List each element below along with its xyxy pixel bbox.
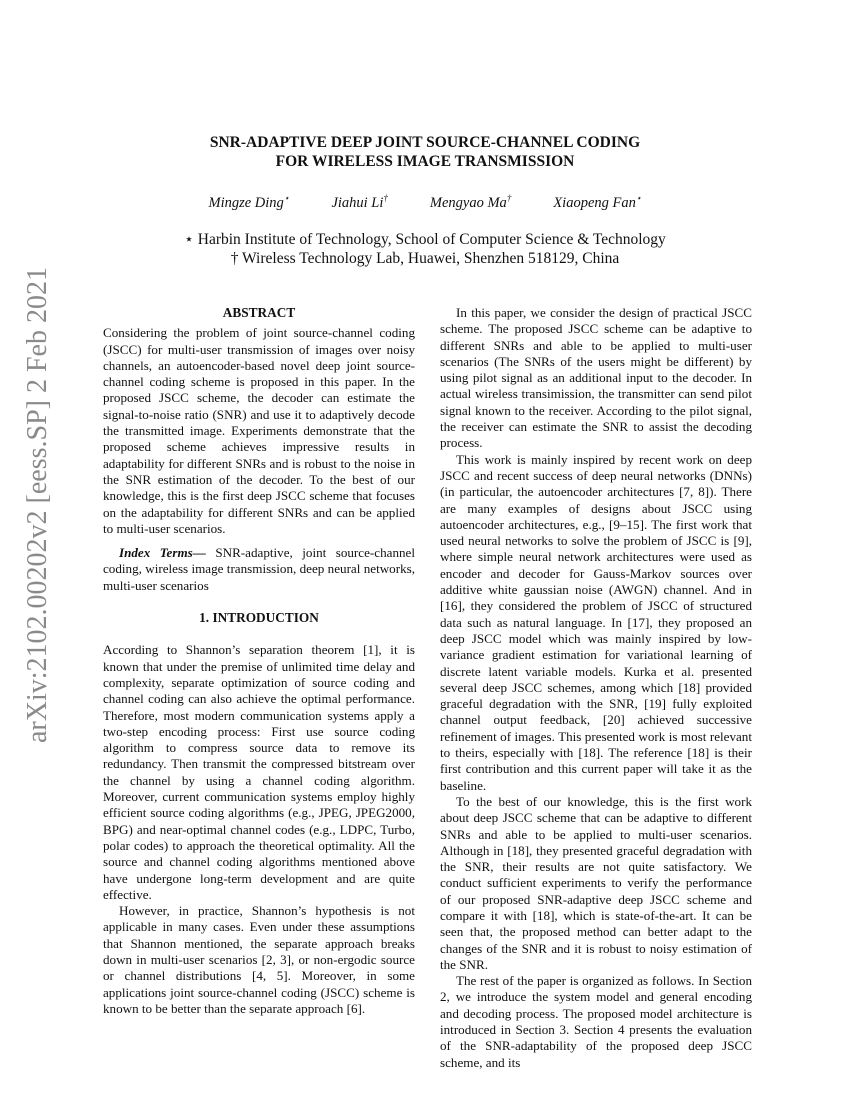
paragraph: This work is mainly inspired by recent work on deep JSCC and recent success of deep neural networks (DNNs) (in particular, the autoencoder architectures [7, 8]). There are many examples of designs about JSCC using autoencoder architectures, e.g., [9–15]. The first work that used neural networks to solve the problem of JSCC is [9], where simple neural network architectures were used as encoder and decoder for Gauss-Markov sources over additive white gaussian noise (AWGN) channel. And in [16], they considered the problem of JSCC of structured data such as natural language. In [17], they proposed an deep JSCC model which was mainly inspired by low-variance gradient estimation for variational learning of discrete latent variable models. Kurka et al. presented several deep JSCC schemes, among which [18] provided graceful degradation with the SNR, [19] fully exploited channel output feedback, [20] achieved successive refinement of images. This presented work is most relevant to theirs, especially with [18]. The reference [18] is their first contribution and this current paper will take it as the baseline. bbox=[440, 451, 752, 793]
section-heading: 1. INTRODUCTION bbox=[199, 610, 319, 626]
author: Mingze Ding⋆ bbox=[208, 193, 290, 211]
right-column bbox=[440, 305, 752, 1071]
title-line: SNR-ADAPTIVE DEEP JOINT SOURCE-CHANNEL CODING bbox=[209, 134, 641, 151]
affiliation: † Wireless Technology Lab, Huawei, Shenzhen 518129, China bbox=[230, 250, 620, 267]
author-list bbox=[0, 193, 850, 212]
affiliation: ⋆ Harbin Institute of Technology, School of Computer Science & Technology bbox=[184, 231, 666, 248]
paper-title bbox=[0, 133, 850, 171]
affiliations bbox=[0, 230, 850, 268]
author: Xiaopeng Fan⋆ bbox=[553, 193, 642, 211]
abstract-text: Considering the problem of joint source-channel coding (JSCC) for multi-user transmission of images over noisy channels, an autoencoder-based novel deep joint source-channel coding scheme is proposed in this paper. In the proposed JSCC scheme, the decoder can estimate the signal-to-noise ratio (SNR) and use it to adaptively decode the transmitted image. Experiments demonstrate that the proposed scheme achieves impressive results in adaptability for different SNRs and is robust to the noise in the SNR estimation of the decoder. To the best of our knowledge, this is the first deep JSCC scheme that focuses on the adaptability for different SNRs and can be applied to multi-user scenarios. bbox=[103, 325, 415, 536]
author: Jiahui Li† bbox=[331, 193, 388, 211]
title-line: FOR WIRELESS IMAGE TRANSMISSION bbox=[275, 153, 575, 170]
paragraph: In this paper, we consider the design of practical JSCC scheme. The proposed JSCC scheme can be adaptive to different SNRs and able to be applied to multi-user scenarios (The SNRs of the users might be different) by using pilot signal as an additional input to the decoder. In actual wireless transimission, the transmitter can send pilot signal known to the receiver. According to the pilot signal, the receiver can estimate the SNR to assist the decoding process. bbox=[440, 305, 752, 451]
arxiv-stamp: arXiv:2102.00202v2 [eess.SP] 2 Feb 2021 bbox=[22, 267, 53, 743]
index-terms: Index Terms— SNR-adaptive, joint source-channel coding, wireless image transmission, deep neural networks, multi-user scenarios bbox=[103, 545, 415, 593]
abstract-heading: ABSTRACT bbox=[222, 305, 296, 320]
author: Mengyao Ma† bbox=[429, 193, 512, 211]
paragraph: According to Shannon’s separation theorem [1], it is known that under the premise of unlimited time delay and complexity, separate optimization of source coding and channel coding can also achieve the optimal performance. Therefore, most modern communication systems apply a two-step encoding process: First use source coding algorithm to compress source data to remove its redundancy. Then transmit the compressed bitstream over the channel by using a channel coding algorithm. Moreover, current communication systems employ highly efficient source coding algorithms (e.g., JPEG, JPEG2000, BPG) and near-optimal channel codes (e.g., LDPC, Turbo, polar codes) to approach the theoretical optimality. All the source and channel coding algorithms mentioned above have undergone long-term development and are quite effective. bbox=[103, 642, 415, 902]
paragraph: The rest of the paper is organized as follows. In Section 2, we introduce the system model and general encoding and decoding process. The proposed model architecture is introduced in Section 3. Section 4 presents the evaluation of the SNR-adaptability of the proposed deep JSCC scheme, and its bbox=[440, 973, 752, 1070]
left-column bbox=[103, 305, 415, 1017]
paragraph: However, in practice, Shannon’s hypothesis is not applicable in many cases. Even under these assumptions that Shannon mentioned, the separate approach breaks down in multi-user scenarios [2, 3], or non-ergodic source or channel distributions [4, 5]. Moreover, in some applications joint source-channel coding (JSCC) scheme is known to be better than the separate approach [6]. bbox=[103, 903, 415, 1016]
paragraph: To the best of our knowledge, this is the first work about deep JSCC scheme that can be adaptive to different SNRs and able to be applied to multi-user scenarios. Although in [18], they presented graceful degradation with the SNR, their results are not quite satisfactory. We conduct sufficient experiments to verify the performance of our proposed SNR-adaptive deep JSCC scheme and compare it with [18], which is state-of-the-art. It can be seen that, the proposed method can better adapt to the changes of the SNR and it is robust to noisy estimation of the SNR. bbox=[440, 793, 752, 972]
